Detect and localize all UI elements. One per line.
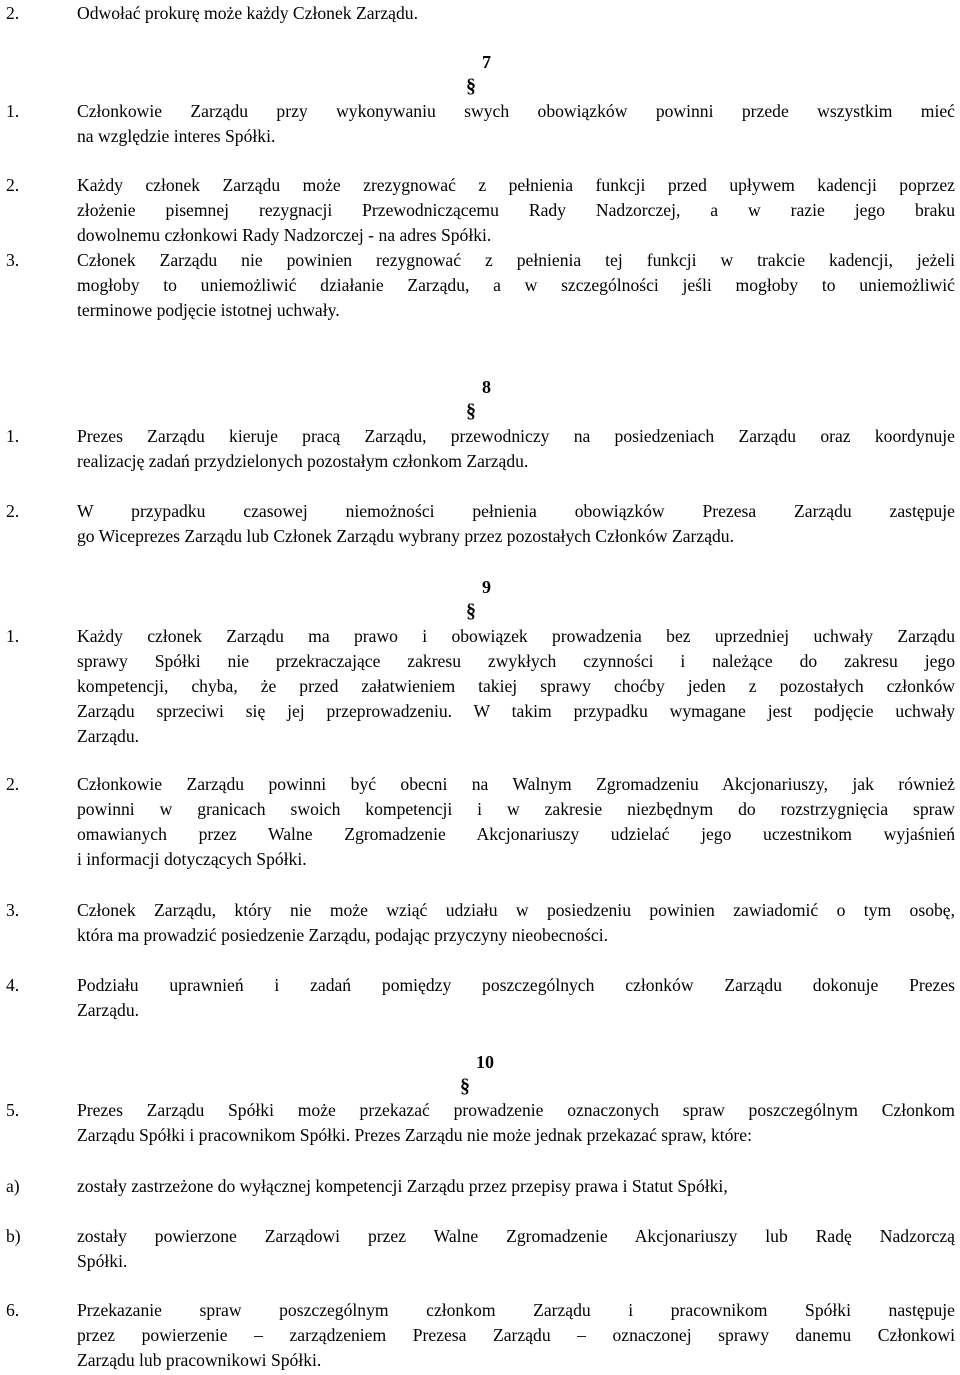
text-line: która ma prowadzić posiedzenie Zarządu, podając przyczyny nieobecności. [77, 925, 608, 945]
paragraph-number: 2. [6, 501, 20, 521]
paragraph-text [77, 1224, 955, 1274]
section-symbol: § [466, 600, 476, 622]
paragraph-number: a) [6, 1176, 20, 1196]
text-line: zostały zastrzeżone do wyłącznej kompetencji Zarządu przez przepisy prawa i Statut Spółki, [77, 1176, 728, 1196]
paragraph-text [77, 1, 955, 26]
text-line: mogłoby to uniemożliwić działanie Zarządu, a w szczególności jeśli mogłoby to uniemożliwić [77, 275, 955, 295]
text-line: na względzie interes Spółki. [77, 126, 276, 146]
text-line: Podziału uprawnień i zadań pomiędzy poszczególnych członków Zarządu dokonuje Prezes [77, 975, 955, 995]
text-line: kompetencji, chyba, że przed załatwieniem takiej sprawy choćby jeden z pozostałych członków [77, 676, 955, 696]
paragraph-text [77, 99, 955, 149]
text-line: Zarządu. [77, 1000, 140, 1020]
text-line: Prezes Zarządu kieruje pracą Zarządu, przewodniczy na posiedzeniach Zarządu oraz koordynuje [77, 426, 955, 446]
text-line: Zarządu sprzeciwi się jej przeprowadzeniu. W takim przypadku wymagane jest podjęcie uchwały [77, 701, 955, 721]
paragraph-text [77, 499, 955, 549]
paragraph-number: 2. [6, 175, 20, 195]
text-line: przez powierzenie – zarządzeniem Prezesa Zarządu – oznaczonej sprawy danemu Członkowi [77, 1325, 955, 1345]
paragraph-text [77, 772, 955, 872]
paragraph-number: 1. [6, 101, 20, 121]
paragraph-number: 1. [6, 626, 20, 646]
text-line: Zarządu lub pracownikowi Spółki. [77, 1350, 322, 1370]
section-symbol: § [460, 1075, 470, 1097]
text-line: Każdy członek Zarządu może zrezygnować z pełnienia funkcji przed upływem kadencji poprzez [77, 175, 955, 195]
paragraph-text [77, 248, 955, 323]
text-line: terminowe podjęcie istotnej uchwały. [77, 300, 340, 320]
text-line: go Wiceprezes Zarządu lub Członek Zarządu wybrany przez pozostałych Członków Zarządu. [77, 526, 734, 546]
paragraph-number: 6. [6, 1300, 20, 1320]
text-line: W przypadku czasowej niemożności pełnienia obowiązków Prezesa Zarządu zastępuje [77, 501, 955, 521]
section-number: 10 [476, 1052, 494, 1072]
paragraph-number: 3. [6, 900, 20, 920]
paragraph-text [77, 424, 955, 474]
text-line: powinni w granicach swoich kompetencji i w zakresie niezbędnym do rozstrzygnięcia spraw [77, 799, 955, 819]
text-line: omawianych przez Walne Zgromadzenie Akcjonariuszy udzielać jego uczestnikom wyjaśnień [77, 824, 955, 844]
section-number: 7 [482, 52, 491, 72]
text-line: zostały powierzone Zarządowi przez Walne Zgromadzenie Akcjonariuszy lub Radę Nadzorczą [77, 1226, 955, 1246]
text-line: dowolnemu członkowi Rady Nadzorczej - na adres Spółki. [77, 225, 492, 245]
paragraph-number: 1. [6, 426, 20, 446]
paragraph-number: 4. [6, 975, 20, 995]
paragraph-text [77, 898, 955, 948]
paragraph-text [77, 1298, 955, 1373]
paragraph-text [77, 173, 955, 248]
paragraph-number: 2. [6, 3, 20, 23]
text-line: Zarządu Spółki i pracownikom Spółki. Prezes Zarządu nie może jednak przekazać spraw, które: [77, 1125, 752, 1145]
text-line: Członek Zarządu nie powinien rezygnować z pełnienia tej funkcji w trakcie kadencji, jeżeli [77, 250, 955, 270]
paragraph-text [77, 973, 955, 1023]
paragraph-text [77, 1098, 955, 1148]
text-line: Członkowie Zarządu przy wykonywaniu swych obowiązków powinni przede wszystkim mieć [77, 101, 955, 121]
text-line: Każdy członek Zarządu ma prawo i obowiązek prowadzenia bez uprzedniej uchwały Zarządu [77, 626, 955, 646]
paragraph-number: 3. [6, 250, 20, 270]
section-symbol: § [466, 400, 476, 422]
paragraph-text [77, 624, 955, 749]
section-number: 8 [482, 377, 491, 397]
section-symbol: § [466, 75, 476, 97]
text-line: Odwołać prokurę może każdy Członek Zarządu. [77, 3, 418, 23]
text-line: Prezes Zarządu Spółki może przekazać prowadzenie oznaczonych spraw poszczególnym Członkom [77, 1100, 955, 1120]
text-line: Członkowie Zarządu powinni być obecni na Walnym Zgromadzeniu Akcjonariuszy, jak również [77, 774, 955, 794]
text-line: i informacji dotyczących Spółki. [77, 849, 307, 869]
text-line: Członek Zarządu, który nie może wziąć udziału w posiedzeniu powinien zawiadomić o tym osobę, [77, 900, 955, 920]
section-number: 9 [482, 577, 491, 597]
text-line: złożenie pisemnej rezygnacji Przewodniczącemu Rady Nadzorczej, a w razie jego braku [77, 200, 955, 220]
text-line: Spółki. [77, 1251, 128, 1271]
paragraph-number: 2. [6, 774, 20, 794]
text-line: realizację zadań przydzielonych pozostałym członkom Zarządu. [77, 451, 529, 471]
text-line: sprawy Spółki nie przekraczające zakresu zwykłych czynności i należące do zakresu jego [77, 651, 955, 671]
text-line: Przekazanie spraw poszczególnym członkom Zarządu i pracownikom Spółki następuje [77, 1300, 955, 1320]
paragraph-number: b) [6, 1226, 21, 1246]
paragraph-number: 5. [6, 1100, 20, 1120]
text-line: Zarządu. [77, 726, 140, 746]
paragraph-text [77, 1174, 955, 1199]
